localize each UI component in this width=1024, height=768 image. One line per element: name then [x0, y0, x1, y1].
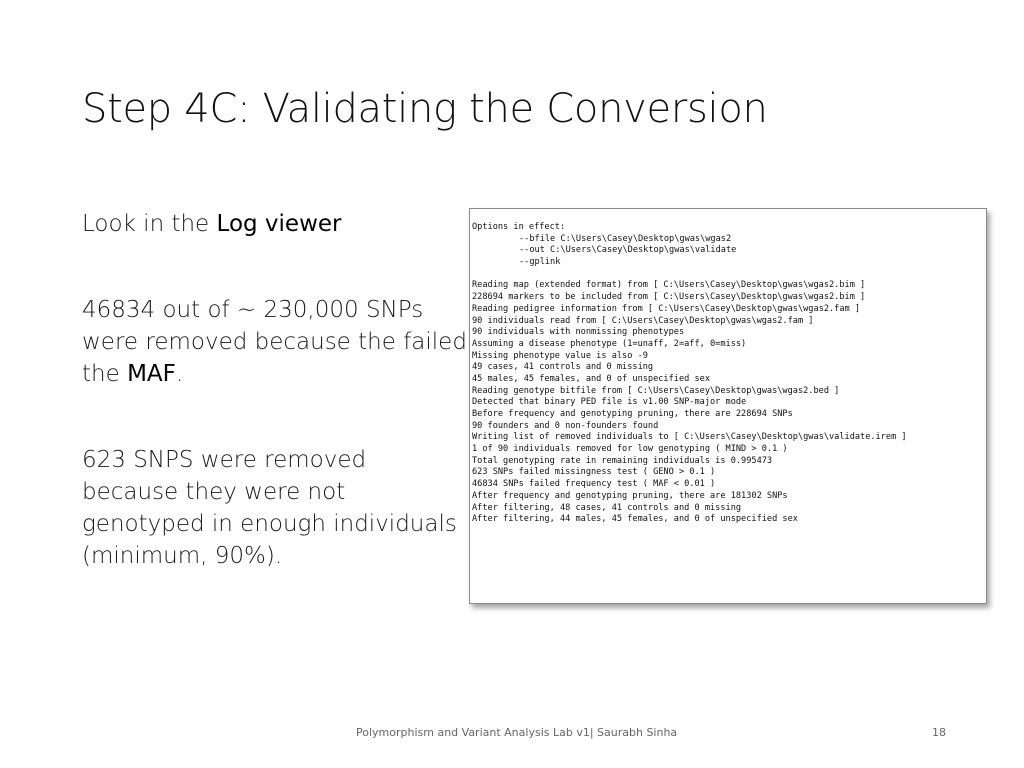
slide-title: Step 4C: Validating the Conversion [82, 86, 768, 132]
log-line: After filtering, 44 males, 45 females, and 0 of unspecified sex [472, 514, 798, 525]
page-number: 18 [932, 726, 946, 739]
log-line: After frequency and genotyping pruning, there are 181302 SNPs [472, 490, 788, 501]
log-line: Reading pedigree information from [ C:\Users\Casey\Desktop\gwas\wgas2.fam ] [472, 303, 861, 314]
log-line: 623 SNPs failed missingness test ( GENO > 0.1 ) [472, 467, 716, 478]
log-line: Detected that binary PED file is v1.00 SNP-major mode [472, 397, 747, 408]
log-option: --out C:\Users\Casey\Desktop\gwas\validate [519, 245, 737, 256]
paragraph-suffix: . [175, 361, 184, 387]
log-option: --gplink [519, 257, 561, 268]
log-line: 45 males, 45 females, and 0 of unspecified sex [472, 373, 710, 384]
log-line: 1 of 90 individuals removed for low genotyping ( MIND > 0.1 ) [472, 444, 788, 455]
log-line: 90 individuals with nonmissing phenotypes [472, 327, 685, 338]
footer-text: Polymorphism and Variant Analysis Lab v1| Saurabh Sinha [356, 726, 678, 739]
emphasis-log-viewer: Log viewer [216, 211, 342, 237]
log-line: 49 cases, 41 controls and 0 missing [472, 362, 654, 373]
log-line: 228694 markers to be included from [ C:\Users\Casey\Desktop\gwas\wgas2.bim ] [472, 292, 866, 303]
log-line: 90 founders and 0 non-founders found [472, 420, 659, 431]
log-line: Reading map (extended format) from [ C:\Users\Casey\Desktop\gwas\wgas2.bim ] [472, 280, 866, 291]
log-line: Missing phenotype value is also -9 [472, 350, 648, 361]
log-line: Writing list of removed individuals to [ C:\Users\Casey\Desktop\gwas\validate.irem ] [472, 432, 907, 443]
log-line: 46834 SNPs failed frequency test ( MAF < 0.01 ) [472, 479, 716, 490]
log-line: Total genotyping rate in remaining individuals is 0.995473 [472, 455, 773, 466]
paragraph-maf [82, 294, 467, 390]
log-line: Reading genotype bitfile from [ C:\Users\Casey\Desktop\gwas\wgas2.bed ] [472, 385, 840, 396]
log-line: After filtering, 48 cases, 41 controls and 0 missing [472, 502, 742, 513]
slide-body [82, 208, 467, 572]
log-line: Before frequency and genotyping pruning, there are 228694 SNPs [472, 409, 793, 419]
log-lines [472, 280, 986, 525]
log-spacer [472, 269, 986, 281]
paragraph-log-viewer [82, 208, 467, 240]
log-line: Assuming a disease phenotype (1=unaff, 2=aff, 0=miss) [472, 338, 747, 349]
log-header: Options in effect: [472, 222, 566, 232]
paragraph-genotyping: 623 SNPS were removed because they were not genotyped in enough individuals (minimum, 90%). [82, 447, 457, 569]
paragraph-text: Look in the [82, 211, 217, 237]
paragraph-text: 46834 out of ~ 230,000 SNPs were removed because the failed the [82, 297, 467, 387]
log-option: --bfile C:\Users\Casey\Desktop\gwas\wgas2 [519, 233, 732, 244]
log-line: 90 individuals read from [ C:\Users\Casey\Desktop\gwas\wgas2.fam ] [472, 315, 814, 326]
emphasis-maf: MAF [127, 361, 176, 387]
log-viewer-screenshot [469, 208, 987, 604]
